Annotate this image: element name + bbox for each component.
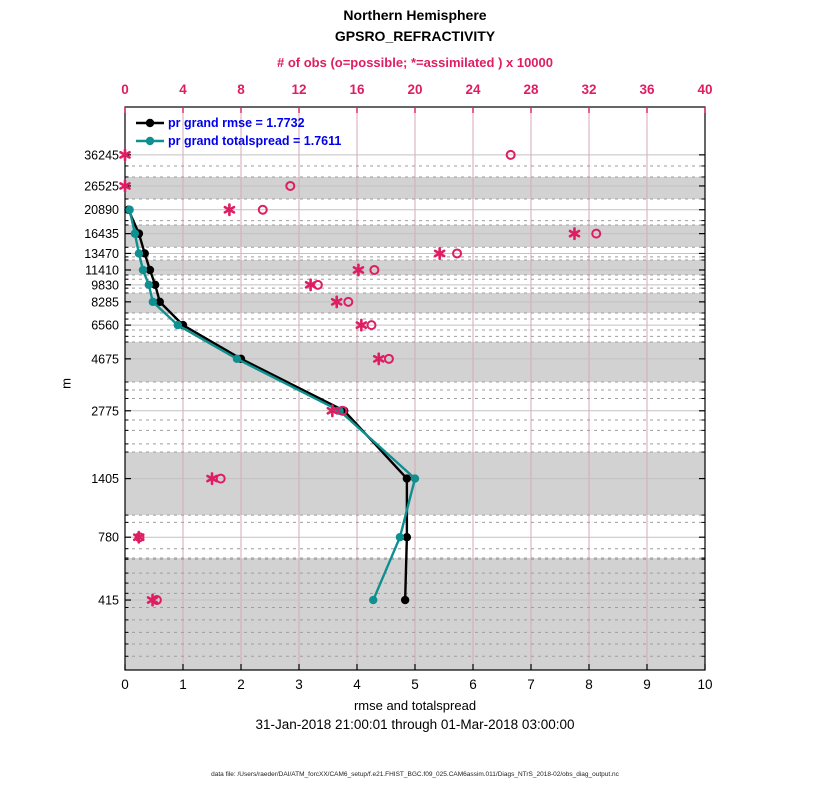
left-tick-label: 2775 xyxy=(91,404,119,419)
page-title: Northern Hemisphere xyxy=(343,7,487,23)
bottom-tick-label: 3 xyxy=(295,677,303,692)
bottom-tick-label: 9 xyxy=(643,677,651,692)
top-tick-label: 0 xyxy=(121,82,129,97)
bottom-axis-label: rmse and totalspread xyxy=(353,698,477,713)
left-tick-label: 26525 xyxy=(84,179,119,194)
left-tick-label: 9830 xyxy=(91,278,119,293)
totalspread-point xyxy=(131,229,139,237)
left-tick-label: 6560 xyxy=(91,318,119,333)
top-axis-label: # of obs (o=possible; *=assimilated ) x 10000 xyxy=(277,55,553,70)
left-tick-label: 415 xyxy=(98,593,119,608)
data-file-path: data file: /Users/raeder/DAI/ATM_forcXX/CAM6_setup/f.e21.FHIST_BGC.f09_025.CAM6assim.011/Diags_NTrS_2018-02/obs_diag_output.nc xyxy=(211,771,619,778)
bottom-tick-label: 0 xyxy=(121,677,129,692)
top-tick-label: 24 xyxy=(465,82,481,97)
top-tick-label: 40 xyxy=(697,82,713,97)
bottom-tick-label: 5 xyxy=(411,677,419,692)
totalspread-point xyxy=(396,533,404,541)
legend-sample-rmse xyxy=(146,119,154,127)
rmse-point xyxy=(403,474,411,482)
y-axis-label: m xyxy=(58,378,74,389)
top-tick-label: 20 xyxy=(407,82,423,97)
totalspread-point xyxy=(369,596,377,604)
totalspread-point xyxy=(149,298,157,306)
legend-sample-totalspread xyxy=(146,137,154,145)
bottom-tick-label: 10 xyxy=(697,677,713,692)
date-range-label: 31-Jan-2018 21:00:01 through 01-Mar-2018 03:00:00 xyxy=(255,717,575,732)
totalspread-point xyxy=(233,355,241,363)
totalspread-point xyxy=(174,321,182,329)
bottom-tick-label: 1 xyxy=(179,677,187,692)
left-tick-label: 4675 xyxy=(91,352,119,367)
totalspread-point xyxy=(139,266,147,274)
left-tick-label: 16435 xyxy=(84,227,119,242)
top-tick-label: 32 xyxy=(581,82,597,97)
top-tick-label: 4 xyxy=(179,82,187,97)
bottom-tick-label: 8 xyxy=(585,677,593,692)
totalspread-point xyxy=(411,474,419,482)
top-tick-label: 16 xyxy=(349,82,365,97)
totalspread-point xyxy=(145,281,153,289)
legend-entry-totalspread: pr grand totalspread = 1.7611 xyxy=(168,134,342,148)
bottom-tick-label: 6 xyxy=(469,677,477,692)
top-tick-label: 36 xyxy=(639,82,655,97)
top-tick-label: 8 xyxy=(237,82,245,97)
page-subtitle: GPSRO_REFRACTIVITY xyxy=(334,28,496,44)
left-tick-label: 20890 xyxy=(84,203,119,218)
left-tick-label: 780 xyxy=(98,530,119,545)
bottom-tick-label: 4 xyxy=(353,677,361,692)
bottom-tick-label: 7 xyxy=(527,677,535,692)
left-tick-label: 13470 xyxy=(84,246,119,261)
top-tick-label: 12 xyxy=(291,82,307,97)
left-tick-label: 36245 xyxy=(84,148,119,163)
totalspread-point xyxy=(125,206,133,214)
left-tick-label: 1405 xyxy=(91,472,119,487)
top-tick-label: 28 xyxy=(523,82,539,97)
rmse-point xyxy=(401,596,409,604)
legend-entry-rmse: pr grand rmse = 1.7732 xyxy=(168,116,305,130)
bottom-tick-label: 2 xyxy=(237,677,245,692)
left-tick-label: 8285 xyxy=(91,295,119,310)
left-tick-label: 11410 xyxy=(85,263,119,278)
totalspread-point xyxy=(135,249,143,257)
